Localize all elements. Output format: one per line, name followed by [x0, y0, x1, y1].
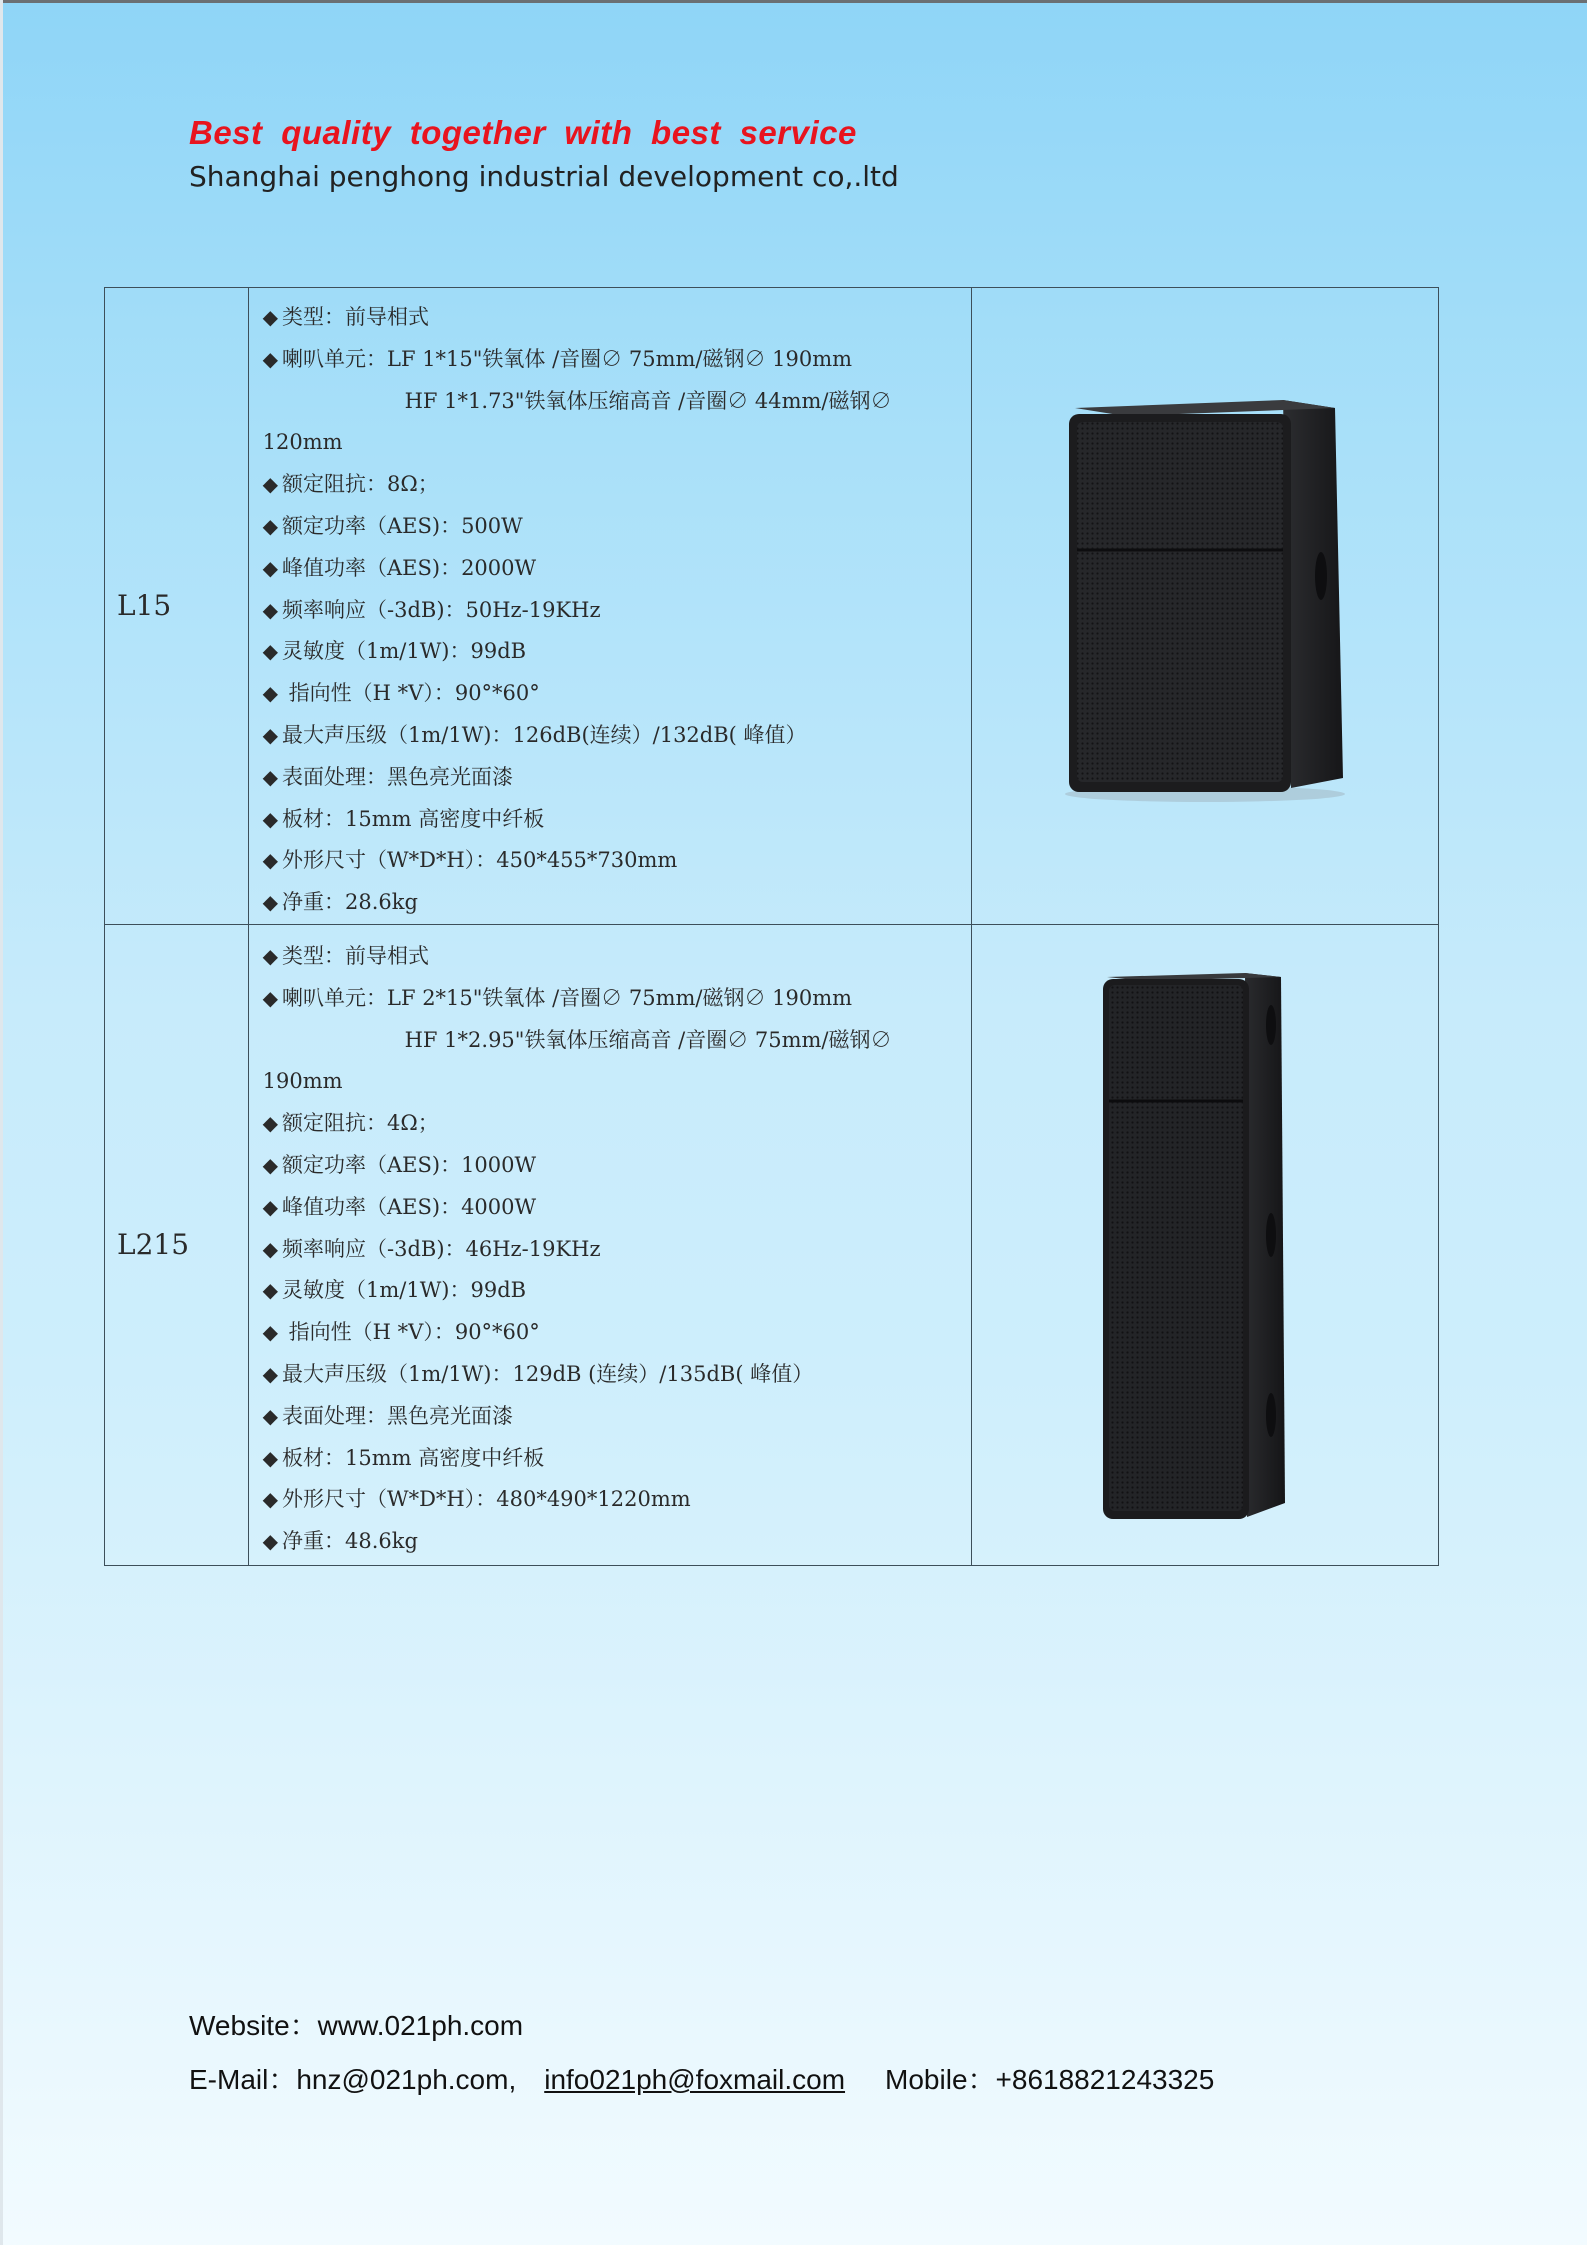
company-name: Shanghai penghong industrial development co,.ltd — [189, 160, 899, 193]
spec-cell — [248, 924, 971, 1565]
spec-weight: ◆ 净重：28.6kg — [262, 890, 418, 915]
spec-type: ◆ 类型：前导相式 — [262, 943, 429, 968]
model-name: L15 — [117, 589, 172, 623]
bullet-icon: ◆ — [262, 639, 278, 664]
product-spec-table — [104, 287, 1439, 1566]
spec-material: ◆ 板材：15mm 高密度中纤板 — [262, 1445, 545, 1470]
spec-driver-hf-cont: 120mm — [262, 430, 343, 455]
spec-peak-power: ◆ 峰值功率（AES)：2000W — [262, 555, 537, 580]
footer-mobile: Mobile：+8618821243325 — [885, 2064, 1215, 2095]
model-name: L215 — [117, 1228, 190, 1262]
footer-email-link[interactable]: info021ph@foxmail.com — [544, 2064, 846, 2095]
bullet-icon: ◆ — [262, 1403, 278, 1428]
model-cell — [105, 924, 249, 1565]
spec-impedance: ◆ 额定阻抗：4Ω； — [262, 1111, 439, 1136]
bullet-icon: ◆ — [262, 1445, 278, 1470]
spec-driver-hf: HF 1*2.95"铁氧体压缩高音 /音圈∅ 75mm/磁钢∅ — [404, 1027, 892, 1052]
spec-directivity: ◆ 指向性（H *V）：90°*60° — [262, 1320, 540, 1345]
spec-max-spl: ◆ 最大声压级（1m/1W)：129dB (连续）/135dB( 峰值） — [262, 1361, 814, 1386]
bullet-icon: ◆ — [262, 806, 278, 831]
bullet-icon: ◆ — [262, 555, 278, 580]
spec-sensitivity: ◆ 灵敏度（1m/1W)：99dB — [262, 1278, 527, 1303]
bullet-icon: ◆ — [262, 1111, 278, 1136]
spec-driver-hf: HF 1*1.73"铁氧体压缩高音 /音圈∅ 44mm/磁钢∅ — [404, 388, 892, 413]
bullet-icon: ◆ — [262, 722, 278, 747]
spec-frequency: ◆ 频率响应（-3dB)：46Hz-19KHz — [262, 1236, 601, 1261]
spec-dimensions: ◆ 外形尺寸（W*D*H）：450*455*730mm — [262, 848, 678, 873]
spec-cell — [248, 288, 971, 925]
spec-peak-power: ◆ 峰值功率（AES)：4000W — [262, 1194, 537, 1219]
spec-max-spl: ◆ 最大声压级（1m/1W)：126dB(连续）/132dB( 峰值） — [262, 722, 807, 747]
footer-contact — [189, 2058, 1214, 2098]
photo-cell — [972, 288, 1439, 925]
table-row — [105, 924, 1439, 1565]
bullet-icon: ◆ — [262, 305, 278, 329]
l15-speaker-image — [1055, 386, 1355, 826]
spec-rated-power: ◆ 额定功率（AES)：1000W — [262, 1152, 537, 1177]
spec-list — [249, 288, 971, 924]
spec-list — [249, 927, 971, 1563]
model-cell — [105, 288, 249, 925]
bullet-icon: ◆ — [262, 346, 278, 371]
spec-driver-hf-cont: 190mm — [262, 1069, 343, 1094]
bullet-icon: ◆ — [262, 1236, 278, 1261]
bullet-icon: ◆ — [262, 1529, 278, 1554]
spec-material: ◆ 板材：15mm 高密度中纤板 — [262, 806, 545, 831]
bullet-icon: ◆ — [262, 597, 278, 622]
bullet-icon: ◆ — [262, 681, 278, 706]
bullet-icon: ◆ — [262, 1361, 278, 1386]
bullet-icon: ◆ — [262, 472, 278, 497]
bullet-icon: ◆ — [262, 1278, 278, 1303]
spec-weight: ◆ 净重：48.6kg — [262, 1529, 418, 1554]
bullet-icon: ◆ — [262, 1320, 278, 1345]
spec-finish: ◆ 表面处理：黑色亮光面漆 — [262, 1403, 513, 1428]
spec-rated-power: ◆ 额定功率（AES)：500W — [262, 513, 523, 538]
spec-frequency: ◆ 频率响应（-3dB)：50Hz-19KHz — [262, 597, 601, 622]
bullet-icon: ◆ — [262, 1152, 278, 1177]
bullet-icon: ◆ — [262, 890, 278, 915]
spec-driver: ◆ 喇叭单元：LF 1*15"铁氧体 /音圈∅ 75mm/磁钢∅ 190mm — [262, 346, 853, 371]
footer-email: E-Mail：hnz@021ph.com, — [189, 2064, 517, 2095]
bullet-icon: ◆ — [262, 764, 278, 789]
photo-cell — [972, 924, 1439, 1565]
spec-sensitivity: ◆ 灵敏度（1m/1W)：99dB — [262, 639, 527, 664]
spec-impedance: ◆ 额定阻抗：8Ω； — [262, 472, 439, 497]
spec-finish: ◆ 表面处理：黑色亮光面漆 — [262, 764, 513, 789]
bullet-icon: ◆ — [262, 848, 278, 873]
bullet-icon: ◆ — [262, 985, 278, 1010]
spec-directivity: ◆ 指向性（H *V）：90°*60° — [262, 681, 540, 706]
bullet-icon: ◆ — [262, 1194, 278, 1219]
spec-driver: ◆ 喇叭单元：LF 2*15"铁氧体 /音圈∅ 75mm/磁钢∅ 190mm — [262, 985, 853, 1010]
tagline: Best quality together with best service — [189, 114, 857, 151]
left-border-line — [0, 0, 3, 2245]
bullet-icon: ◆ — [262, 513, 278, 538]
spec-dimensions: ◆ 外形尺寸（W*D*H）：480*490*1220mm — [262, 1487, 691, 1512]
spec-type: ◆ 类型：前导相式 — [262, 305, 429, 329]
bullet-icon: ◆ — [262, 943, 278, 968]
top-border-line — [0, 0, 1587, 3]
table-row — [105, 288, 1439, 925]
footer-website: Website：www.021ph.com — [189, 2010, 524, 2041]
l215-speaker-image — [1095, 965, 1315, 1525]
bullet-icon: ◆ — [262, 1487, 278, 1512]
